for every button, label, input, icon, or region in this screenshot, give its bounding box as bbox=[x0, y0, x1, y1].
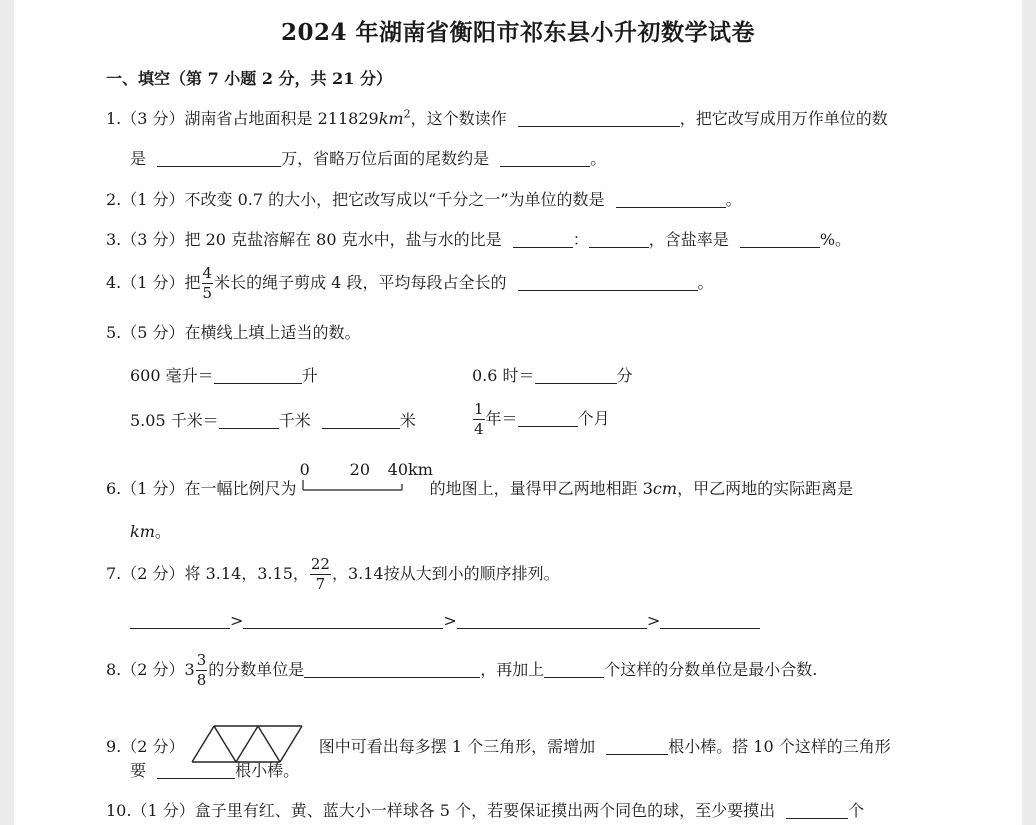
question-6-line-2: km。 bbox=[130, 522, 171, 541]
answer-blank[interactable] bbox=[544, 661, 604, 678]
question-8: 8.（2 分）3 $\frac{3}{8}$ 的分数单位是 ，再加上 个这样的分数单位是最小合数. bbox=[106, 651, 818, 689]
answer-blank[interactable] bbox=[535, 367, 617, 384]
fraction: $\frac{1}{4}$ bbox=[474, 400, 484, 438]
answer-blank[interactable] bbox=[518, 410, 578, 427]
answer-blank[interactable] bbox=[457, 612, 647, 629]
answer-blank[interactable] bbox=[786, 802, 848, 819]
fraction: $\frac{4}{5}$ bbox=[202, 264, 213, 302]
page-title: 2024 年湖南省衡阳市祁东县小升初数学试卷 bbox=[280, 19, 756, 46]
question-2: 2.（1 分）不改变 0.7 的大小，把它改写成以“千分之一”为单位的数是 。 bbox=[106, 190, 742, 209]
viewer-right-margin bbox=[1022, 0, 1036, 825]
answer-blank[interactable] bbox=[304, 661, 480, 678]
question-5-item-a: 600 毫升＝ 升 bbox=[130, 366, 318, 385]
question-5-item-c: 5.05 千米＝ 千米 米 bbox=[130, 411, 416, 430]
answer-blank[interactable] bbox=[589, 231, 649, 248]
scale-bar: 0 20 40km bbox=[302, 476, 430, 496]
answer-blank[interactable] bbox=[616, 191, 726, 208]
fraction: $\frac{3}{8}$ bbox=[196, 651, 207, 689]
answer-blank[interactable] bbox=[518, 274, 698, 291]
question-3: 3.（3 分）把 20 克盐溶解在 80 克水中，盐与水的比是 ： ，含盐率是 %。 bbox=[106, 230, 852, 249]
answer-blank[interactable] bbox=[157, 150, 281, 167]
question-5-item-b: 0.6 时＝ 分 bbox=[472, 366, 633, 385]
fraction: $\frac{22}{7}$ bbox=[310, 555, 330, 593]
answer-blank[interactable] bbox=[214, 367, 302, 384]
answer-blank[interactable] bbox=[157, 762, 235, 779]
question-1-line-1: 1.（3 分）湖南省占地面积是 $211829km^2$，这个数读作 ，把它改写成用万作单位的数 bbox=[106, 107, 888, 128]
question-10: 10.（1 分）盒子里有红、黄、蓝大小一样球各 5 个，若要保证摸出两个同色的球，至少要摸出 个 bbox=[106, 801, 865, 820]
answer-blank[interactable] bbox=[500, 150, 590, 167]
answer-blank[interactable] bbox=[130, 612, 230, 629]
answer-blank[interactable] bbox=[606, 738, 668, 755]
answer-blank[interactable] bbox=[518, 110, 680, 127]
scale-bar-icon bbox=[302, 476, 430, 496]
question-9: 9.（2 分） 图中可看出每多摆 1 个三角形，需增加 根小棒。搭 10 个这样的三角形 bbox=[106, 722, 891, 766]
question-4: 4.（1 分）把 $\frac{4}{5}$ 米长的绳子剪成 4 段，平均每段占全长的 。 bbox=[106, 264, 714, 302]
answer-blank[interactable] bbox=[740, 231, 820, 248]
question-6: 6.（1 分）在一幅比例尺为 0 20 40km 的地图上，量得甲乙两地相距 3cm，甲乙两地的实际距离是 bbox=[106, 460, 854, 498]
section-heading: 一、填空（第 7 小题 2 分，共 21 分） bbox=[106, 69, 392, 88]
answer-blank[interactable] bbox=[322, 412, 400, 429]
answer-blank[interactable] bbox=[219, 412, 279, 429]
question-1-line-2: 是 万，省略万位后面的尾数约是 。 bbox=[130, 149, 607, 168]
answer-blank[interactable] bbox=[513, 231, 573, 248]
viewer-left-margin bbox=[0, 0, 14, 825]
question-5-item-d: $\frac{1}{4}$ 年＝ 个月 bbox=[474, 400, 610, 438]
answer-blank[interactable] bbox=[243, 612, 443, 629]
question-7-answer-row: > > > bbox=[130, 611, 760, 630]
document-page bbox=[14, 0, 1022, 825]
question-7: 7.（2 分）将 3.14，3.15， $\frac{22}{7}$ ，3.14按从大到小的顺序排列。 bbox=[106, 555, 560, 593]
question-5: 5.（5 分）在横线上填上适当的数。 bbox=[106, 323, 361, 342]
question-9-line-2: 要 根小棒。 bbox=[130, 761, 300, 780]
answer-blank[interactable] bbox=[660, 612, 760, 629]
